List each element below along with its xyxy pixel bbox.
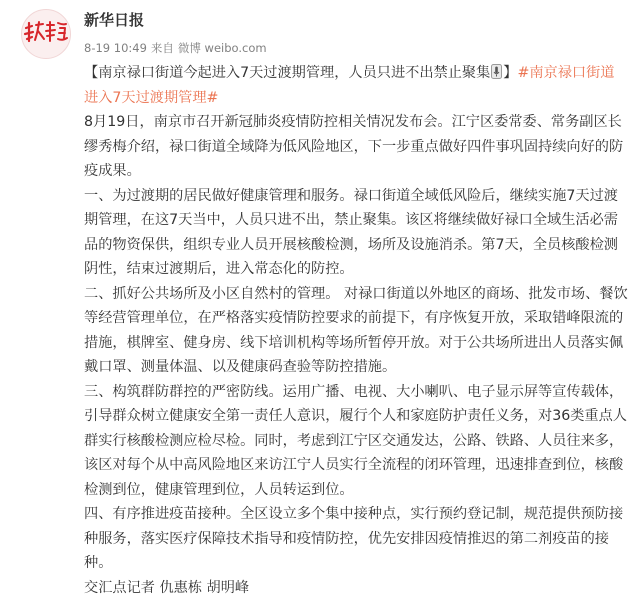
post-meta xyxy=(84,40,271,56)
topic-tag-link[interactable]: #南京禄口街道进入7天过渡期管理# xyxy=(84,65,615,106)
author-name[interactable]: 新华日报 xyxy=(84,10,144,30)
paragraph-5: 四、有序推进疫苗接种。全区设立多个集中接种点，实行预约登记制，规范提供预防接种服务，落实医疗保障技术指导和疫情防控，优先安排因疫情推迟的第二剂疫苗的接种。 xyxy=(84,502,628,576)
reporter-credit: 交汇点记者 仇惠栋 胡明峰 xyxy=(84,576,628,600)
paragraph-4: 三、构筑群防群控的严密防线。运用广播、电视、大小喇叭、电子显示屏等宣传载体，引导群众树立健康安全第一责任人意识，履行个人和家庭防护责任义务，对36类重点人群实行核酸检测应检尽检。同时，考虑到江宁区交通发达，公路、铁路、人员往来多，该区对每个从中高风险地区来访江宁人员实行全流程的闭环管理，迅速排查到位，核酸检测到位，健康管理到位，人员转运到位。 xyxy=(84,380,628,503)
headline xyxy=(84,61,628,110)
post-source[interactable]: 微博 weibo.com xyxy=(178,41,267,55)
xinhua-daily-logo xyxy=(23,19,69,49)
megaphone-icon xyxy=(491,64,502,79)
paragraph-2: 一、为过渡期的居民做好健康管理和服务。禄口街道全域低风险后，继续实施7天过渡期管理，在这7天当中，人员只进不出，禁止聚集。该区将继续做好禄口全域生活必需品的物资保供，组织专业人员开展核酸检测，场所及设施消杀。第7天，全员核酸检测阴性，结束过渡期后，进入常态化的防控。 xyxy=(84,184,628,282)
paragraph-3: 二、抓好公共场所及小区自然村的管理。 对禄口街道以外地区的商场、批发市场、餐饮等经营管理单位，在严格落实疫情防控要求的前提下，有序恢复开放，采取错峰限流的措施，棋牌室、健身房、线下培训机构等场所暂停开放。对于公共场所进出人员落实佩戴口罩、测量体温、以及健康码查验等防控措施。 xyxy=(84,282,628,380)
paragraph-1: 8月19日，南京市召开新冠肺炎疫情防控相关情况发布会。江宁区委常委、常务副区长缪秀梅介绍，禄口街道全域降为低风险地区，下一步重点做好四件事巩固持续向好的防疫成果。 xyxy=(84,110,628,184)
post-content xyxy=(84,61,628,600)
headline-text: 【南京禄口街道今起进入7天过渡期管理，人员只进不出禁止聚集 xyxy=(84,65,490,81)
post-timestamp[interactable]: 8-19 10:49 xyxy=(84,41,147,55)
source-prefix: 来自 xyxy=(151,41,174,55)
avatar[interactable] xyxy=(21,9,71,59)
headline-close: 】 xyxy=(503,65,517,81)
